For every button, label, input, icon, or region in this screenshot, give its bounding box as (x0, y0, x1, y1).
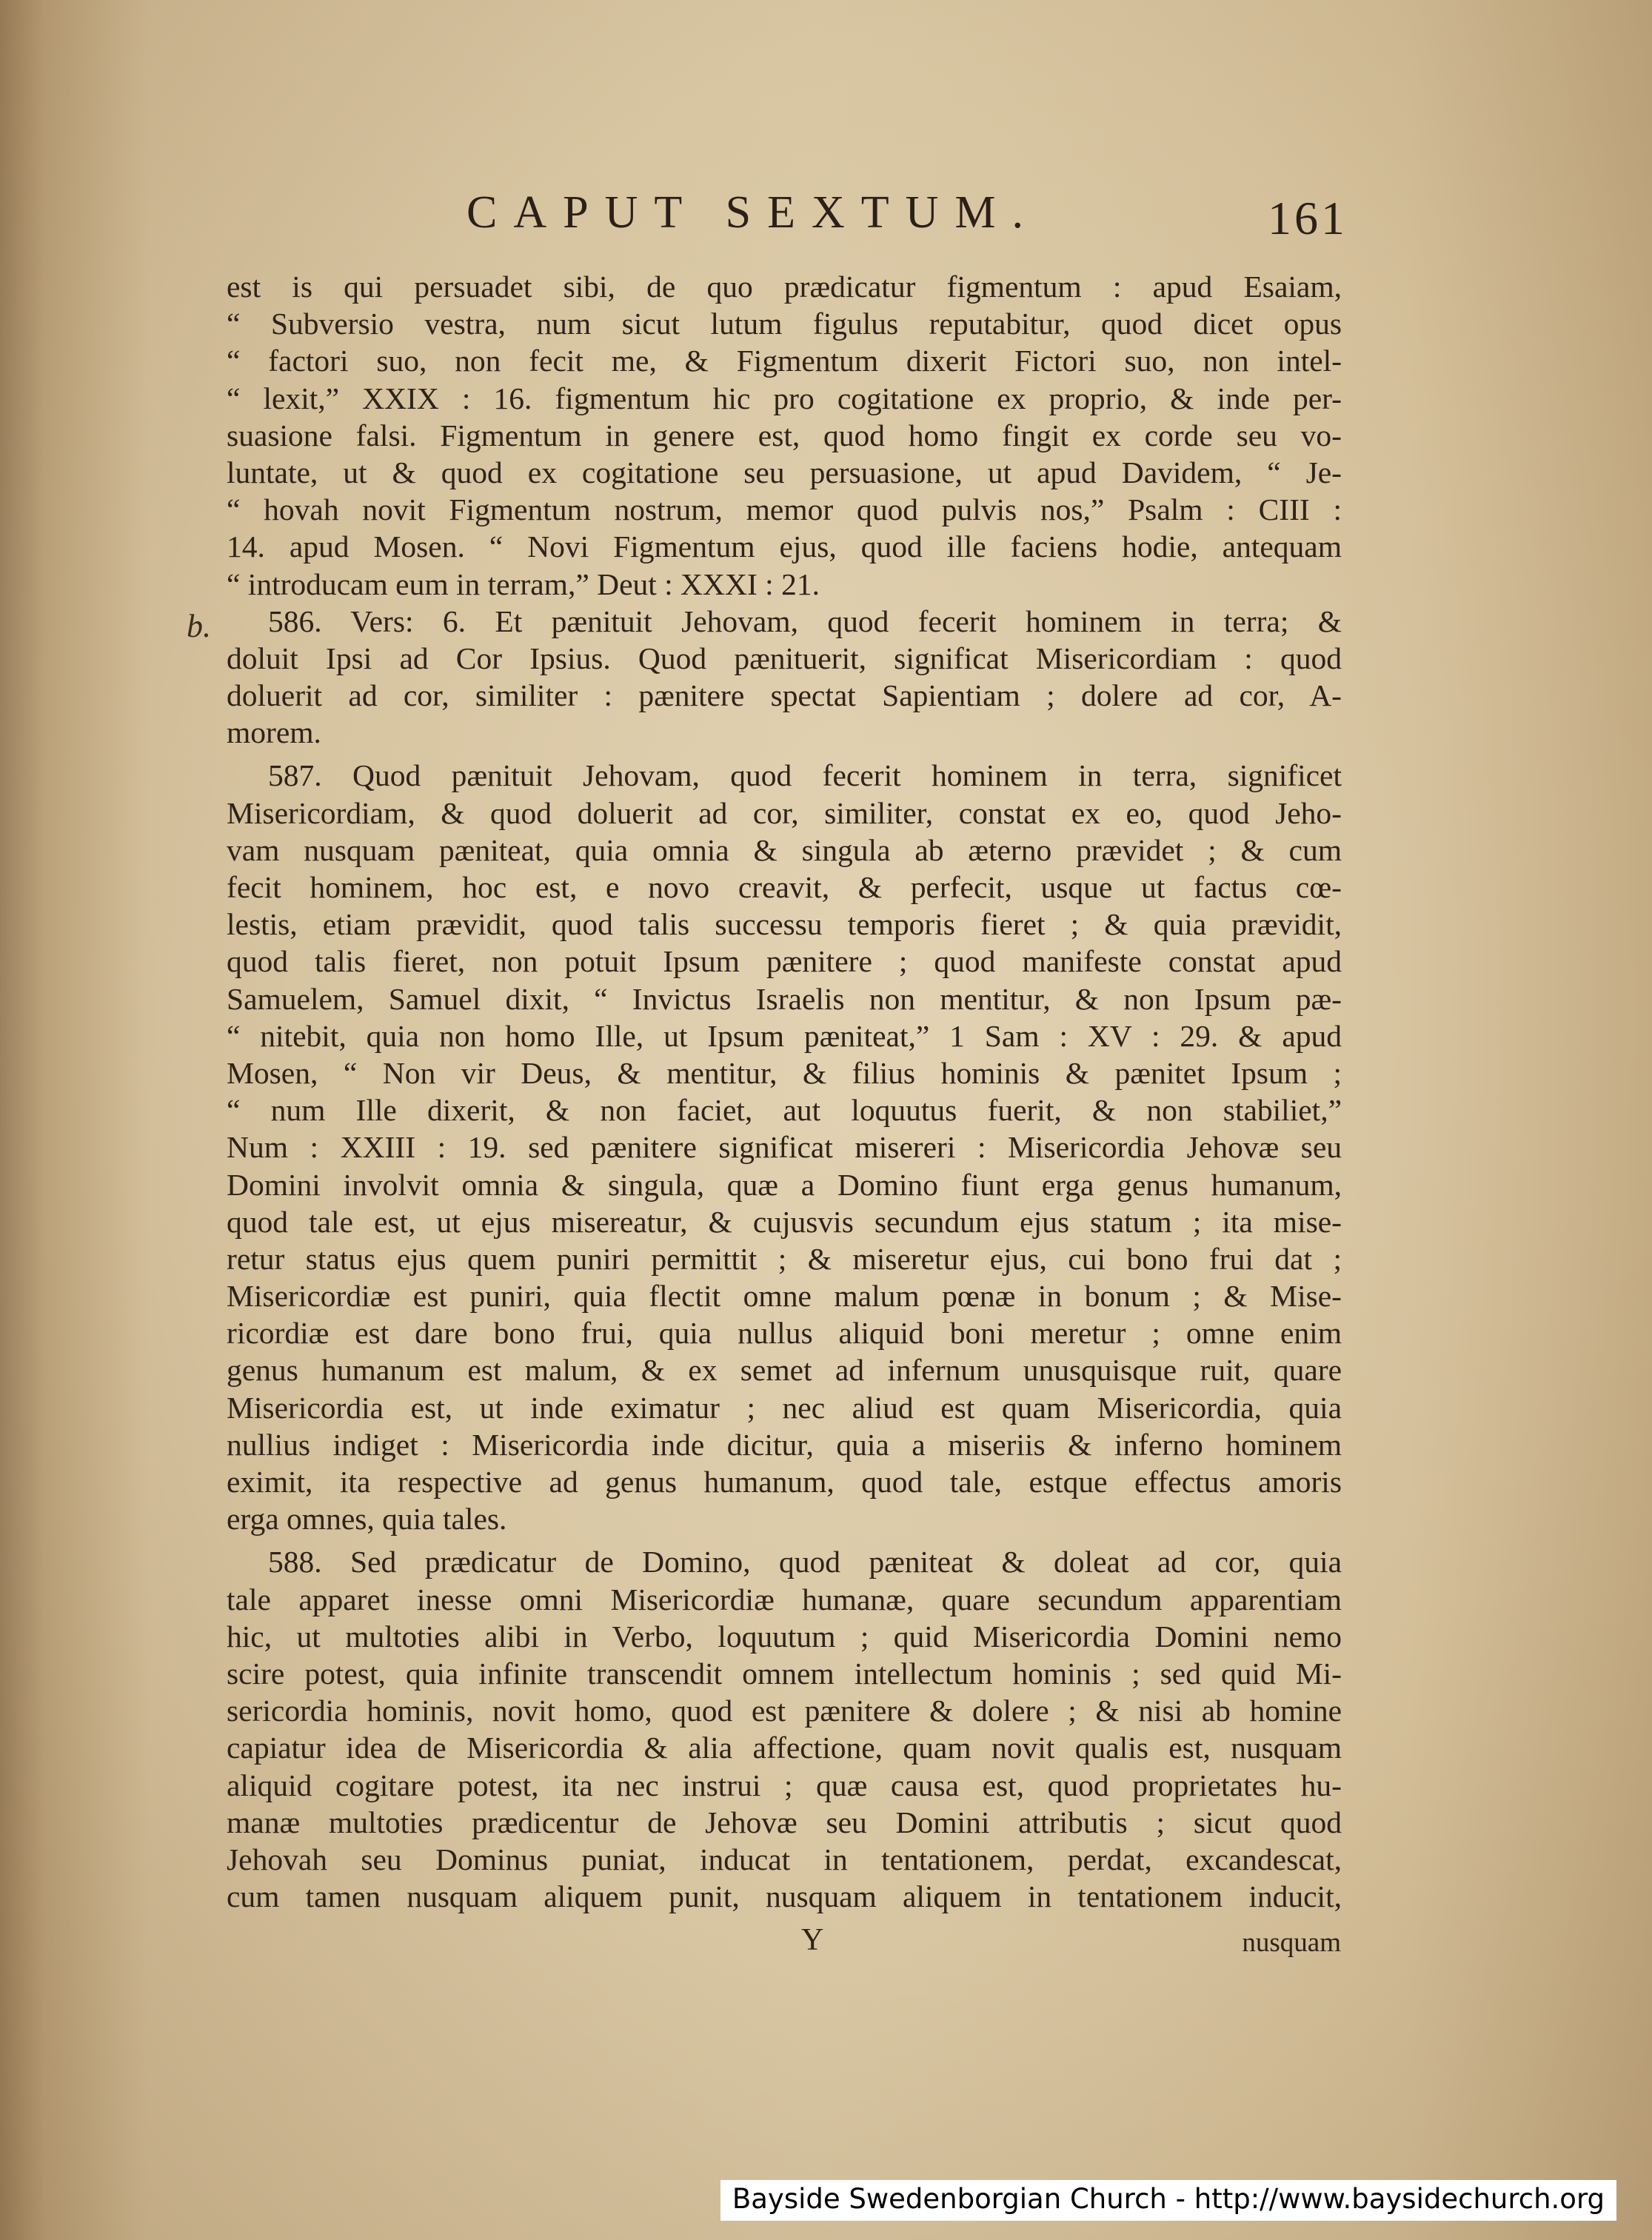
text-line: Misericordia est, ut inde eximatur ; nec aliud est quam Misericordia, quia (227, 1390, 1342, 1425)
margin-note: b. (187, 608, 211, 644)
text-line: scire potest, quia infinite transcendit omnem intellectum hominis ; sed quid Mi- (227, 1656, 1342, 1691)
signature-mark: Y (801, 1923, 824, 1957)
text-line: ricordiæ est dare bono frui, quia nullus aliquid boni meretur ; omne enim (227, 1316, 1342, 1351)
text-line: luntate, ut & quod ex cogitatione seu persuasione, ut apud Davidem, “ Je- (227, 455, 1342, 489)
text-line: erga omnes, quia tales. (227, 1502, 507, 1537)
text-line: cum tamen nusquam aliquem punit, nusquam aliquem in tentationem inducit, (227, 1879, 1342, 1914)
catchword: nusquam (1242, 1928, 1341, 1958)
text-line: Num : XXIII : 19. sed pænitere significat misereri : Misericordia Jehovæ seu (227, 1130, 1342, 1165)
text-line: vam nusquam pæniteat, quia omnia & singula ab æterno prævidet ; & cum (227, 832, 1342, 867)
text-line: retur status ejus quem puniri permittit ; & miseretur ejus, cui bono frui dat ; (227, 1241, 1342, 1276)
text-line: “ hovah novit Figmentum nostrum, memor quod pulvis nos,” Psalm : CIII : (227, 492, 1342, 527)
text-line: morem. (227, 715, 321, 750)
text-line: aliquid cogitare potest, ita nec instrui ; quæ causa est, quod proprietates hu- (227, 1768, 1342, 1802)
text-line: “ num Ille dixerit, & non faciet, aut loquutus fuerit, & non stabiliet,” (227, 1093, 1342, 1128)
text-line: eximit, ita respective ad genus humanum, quod tale, estque effectus amoris (227, 1465, 1342, 1499)
text-line: “ nitebit, quia non homo Ille, ut Ipsum pæniteat,” 1 Sam : XV : 29. & apud (227, 1018, 1342, 1053)
running-title: CAPUT SEXTUM. (466, 187, 1040, 238)
text-line: “ factori suo, non fecit me, & Figmentum dixerit Fictori suo, non intel- (227, 344, 1342, 378)
text-line: 586. Vers: 6. Et pænituit Jehovam, quod fecerit hominem in terra; & (268, 604, 1342, 638)
text-line: “ Subversio vestra, num sicut lutum figulus reputabitur, quod dicet opus (227, 307, 1342, 341)
text-line: capiatur idea de Misericordia & alia affectione, quam novit qualis est, nusquam (227, 1731, 1342, 1765)
text-line: fecit hominem, hoc est, e novo creavit, & perfecit, usque ut factus cœ- (227, 870, 1342, 904)
text-line: “ introducam eum in terram,” Deut : XXXI : 21. (227, 566, 820, 601)
text-line: tale apparet inesse omni Misericordiæ humanæ, quare secundum apparentiam (227, 1582, 1342, 1617)
text-line: 588. Sed prædicatur de Domino, quod pæniteat & doleat ad cor, quia (268, 1545, 1342, 1579)
page-header (222, 187, 1348, 246)
text-line: Misericordiæ est puniri, quia flectit omne malum pœnæ in bonum ; & Mise- (227, 1279, 1342, 1314)
text-line: manæ multoties prædicentur de Jehovæ seu Domini attributis ; sicut quod (227, 1805, 1342, 1839)
text-line: Mosen, “ Non vir Deus, & mentitur, & filius hominis & pænitet Ipsum ; (227, 1055, 1342, 1090)
text-line: quod talis fieret, non potuit Ipsum pænitere ; quod manifeste constat apud (227, 944, 1342, 979)
text-line: quod tale est, ut ejus misereatur, & cujusvis secundum ejus statum ; ita mise- (227, 1204, 1342, 1239)
text-line: Misericordiam, & quod doluerit ad cor, similiter, constat ex eo, quod Jeho- (227, 795, 1342, 830)
text-line: genus humanum est malum, & ex semet ad infernum unusquisque ruit, quare (227, 1353, 1342, 1388)
text-line: Jehovah seu Dominus puniat, inducat in tentationem, perdat, excandescat, (227, 1842, 1342, 1876)
text-line: Domini involvit omnia & singula, quæ a Domino fiunt erga genus humanum, (227, 1167, 1342, 1202)
text-line: suasione falsi. Figmentum in genere est, quod homo fingit ex corde seu vo- (227, 418, 1342, 452)
text-line: doluerit ad cor, similiter : pænitere spectat Sapientiam ; dolere ad cor, A- (227, 678, 1342, 713)
text-line: doluit Ipsi ad Cor Ipsius. Quod pænituerit, significat Misericordiam : quod (227, 641, 1342, 675)
text-line: 14. apud Mosen. “ Novi Figmentum ejus, quod ille faciens hodie, antequam (227, 529, 1342, 564)
text-line: est is qui persuadet sibi, de quo prædicatur figmentum : apud Esaiam, (227, 270, 1342, 304)
text-line: “ lexit,” XXIX : 16. figmentum hic pro cogitatione ex proprio, & inde per- (227, 381, 1342, 415)
text-line: nullius indiget : Misericordia inde dicitur, quia a miseriis & inferno hominem (227, 1427, 1342, 1462)
body-text (227, 268, 1342, 1915)
text-line: hic, ut multoties alibi in Verbo, loquutum ; quid Misericordia Domini nemo (227, 1619, 1342, 1654)
watermark-credit: Bayside Swedenborgian Church - http://www.baysidechurch.org (720, 2180, 1616, 2221)
text-line: lestis, etiam prævidit, quod talis successu temporis fieret ; & quia prævidit, (227, 907, 1342, 942)
text-line: Samuelem, Samuel dixit, “ Invictus Israelis non mentitur, & non Ipsum pæ- (227, 981, 1342, 1016)
text-line: 587. Quod pænituit Jehovam, quod fecerit hominem in terra, significet (268, 758, 1342, 793)
text-line: sericordia hominis, novit homo, quod est pænitere & dolere ; & nisi ab homine (227, 1694, 1342, 1728)
page-number: 161 (1268, 192, 1348, 244)
